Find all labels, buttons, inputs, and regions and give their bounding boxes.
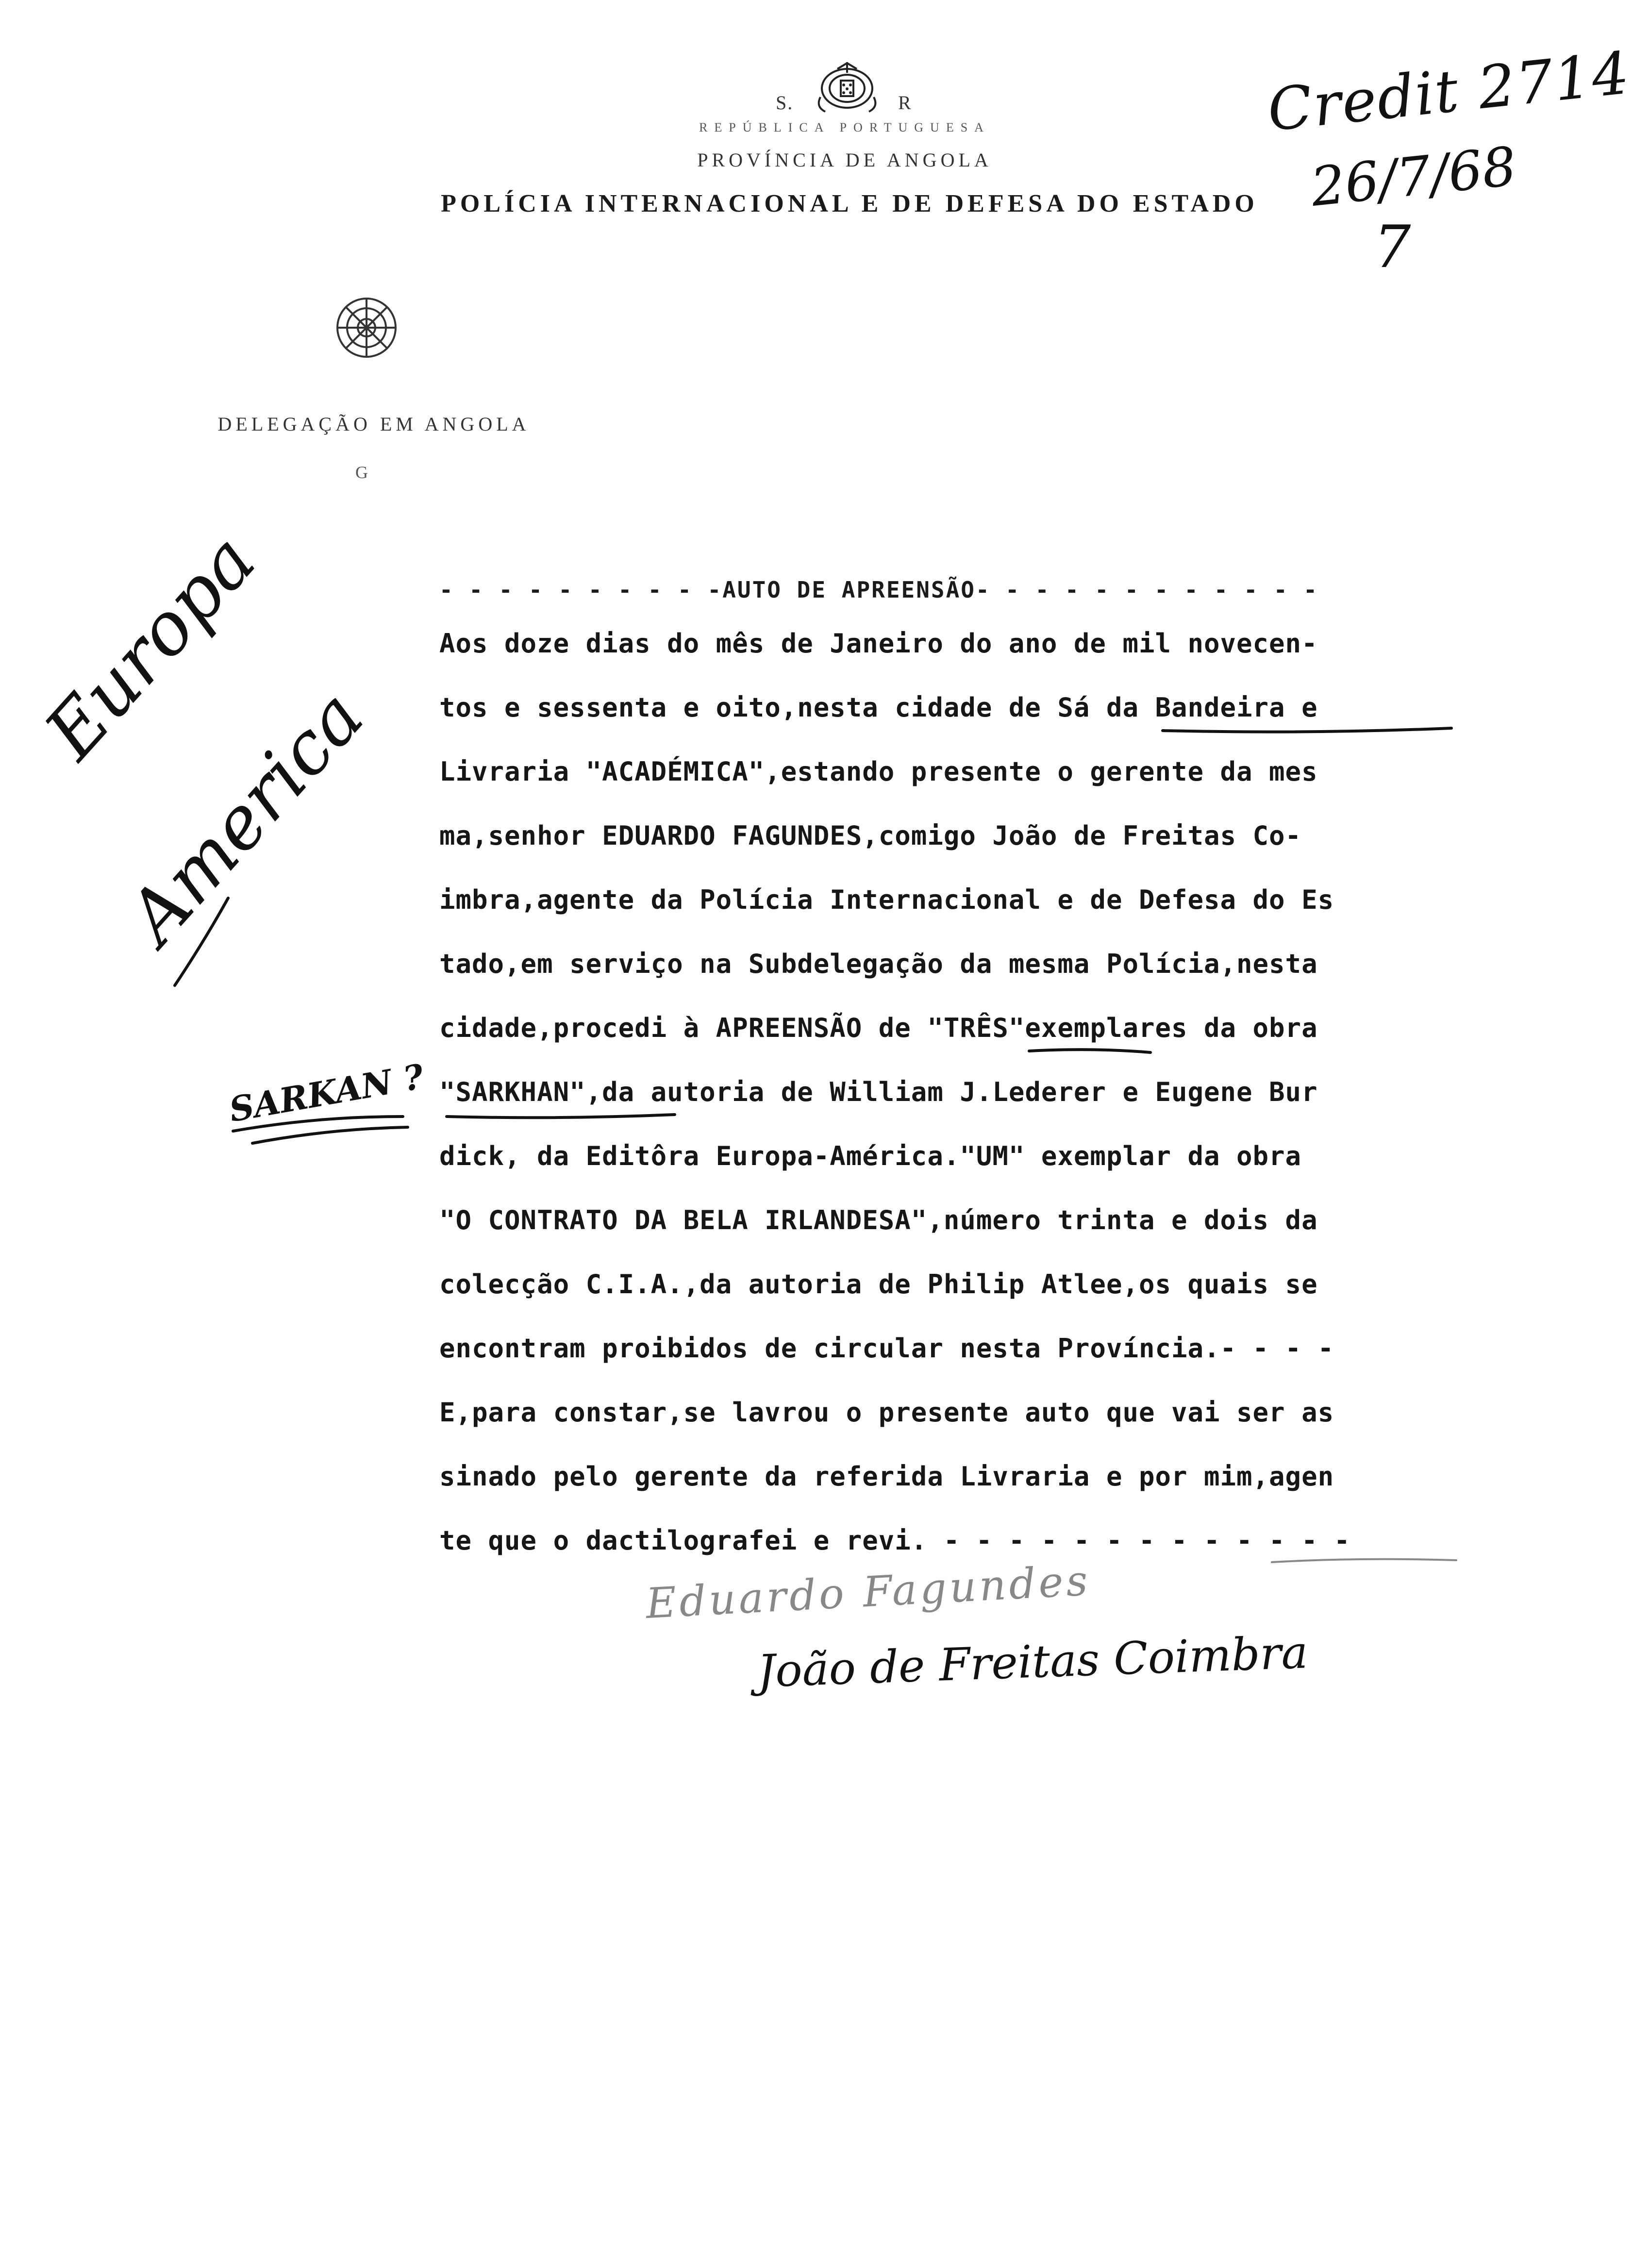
- report-line: tos e sessenta e oito,nesta cidade de Sá da Bandeira e: [439, 692, 1318, 723]
- agent-signature: João de Freitas Coimbra: [756, 1626, 1309, 1698]
- handwritten-credit-note: Credit 2714: [1264, 39, 1633, 145]
- report-line: imbra,agente da Polícia Internacional e de Defesa do Es: [439, 884, 1334, 915]
- report-line: Livraria "ACADÉMICA",estando presente o gerente da mes: [439, 756, 1318, 787]
- underline-sarkan-note-2: [252, 1127, 408, 1143]
- handwritten-number-note: 7: [1374, 214, 1411, 281]
- handwritten-margin-europa: Europa: [29, 518, 272, 775]
- report-line: "SARKHAN",da autoria de William J.Lederer e Eugene Bur: [439, 1077, 1318, 1107]
- letterhead-agency-title: POLÍCIA INTERNACIONAL E DE DEFESA DO ESTADO: [441, 190, 1258, 217]
- handwritten-margin-america: America: [112, 674, 380, 960]
- report-line: ma,senhor EDUARDO FAGUNDES,comigo João de Freitas Co-: [439, 820, 1302, 851]
- report-line: "O CONTRATO DA BELA IRLANDESA",número trinta e dois da: [439, 1205, 1318, 1235]
- handwritten-date-note: 26/7/68: [1308, 135, 1519, 218]
- report-line: sinado pelo gerente da referida Livraria e por mim,agen: [439, 1461, 1334, 1492]
- letterhead-republica: REPÚBLICA PORTUGUESA: [699, 120, 990, 134]
- report-line: dick, da Editôra Europa-América."UM" exemplar da obra: [439, 1141, 1302, 1171]
- letterhead-s: S.: [776, 92, 794, 114]
- report-line: cidade,procedi à APREENSÃO de "TRÊS"exemplares da obra: [439, 1013, 1318, 1043]
- letterhead-r: R: [898, 92, 912, 114]
- letterhead-g-mark: G: [355, 463, 368, 482]
- underline-tres: [1029, 1050, 1150, 1052]
- manager-signature: Eduardo Fagundes: [645, 1556, 1092, 1628]
- report-line: Aos doze dias do mês de Janeiro do ano de mil novecen-: [439, 628, 1318, 659]
- letterhead-provincia: PROVÍNCIA DE ANGOLA: [697, 149, 992, 171]
- report-line: tado,em serviço na Subdelegação da mesma Polícia,nesta: [439, 949, 1318, 979]
- handwritten-sarkan-note: SARKAN ?: [226, 1056, 427, 1130]
- signature-tail: [1272, 1559, 1456, 1562]
- underline-sarkhan: [447, 1115, 675, 1117]
- letterhead-delegation: DELEGAÇÃO EM ANGOLA: [217, 413, 530, 435]
- margin-stroke: [175, 898, 228, 985]
- underline-sa-da-bandeira: [1163, 728, 1451, 732]
- report-heading: - - - - - - - - - -AUTO DE APREENSÃO- - - - - - - - - - - -: [439, 577, 1318, 603]
- report-line: encontram proibidos de circular nesta Província.- - - -: [439, 1333, 1334, 1364]
- report-line: colecção C.I.A.,da autoria de Philip Atlee,os quais se: [439, 1269, 1318, 1300]
- report-line: te que o dactilografei e revi. - - - - - - - - - - - - -: [439, 1525, 1350, 1556]
- report-line: E,para constar,se lavrou o presente auto que vai ser as: [439, 1397, 1334, 1428]
